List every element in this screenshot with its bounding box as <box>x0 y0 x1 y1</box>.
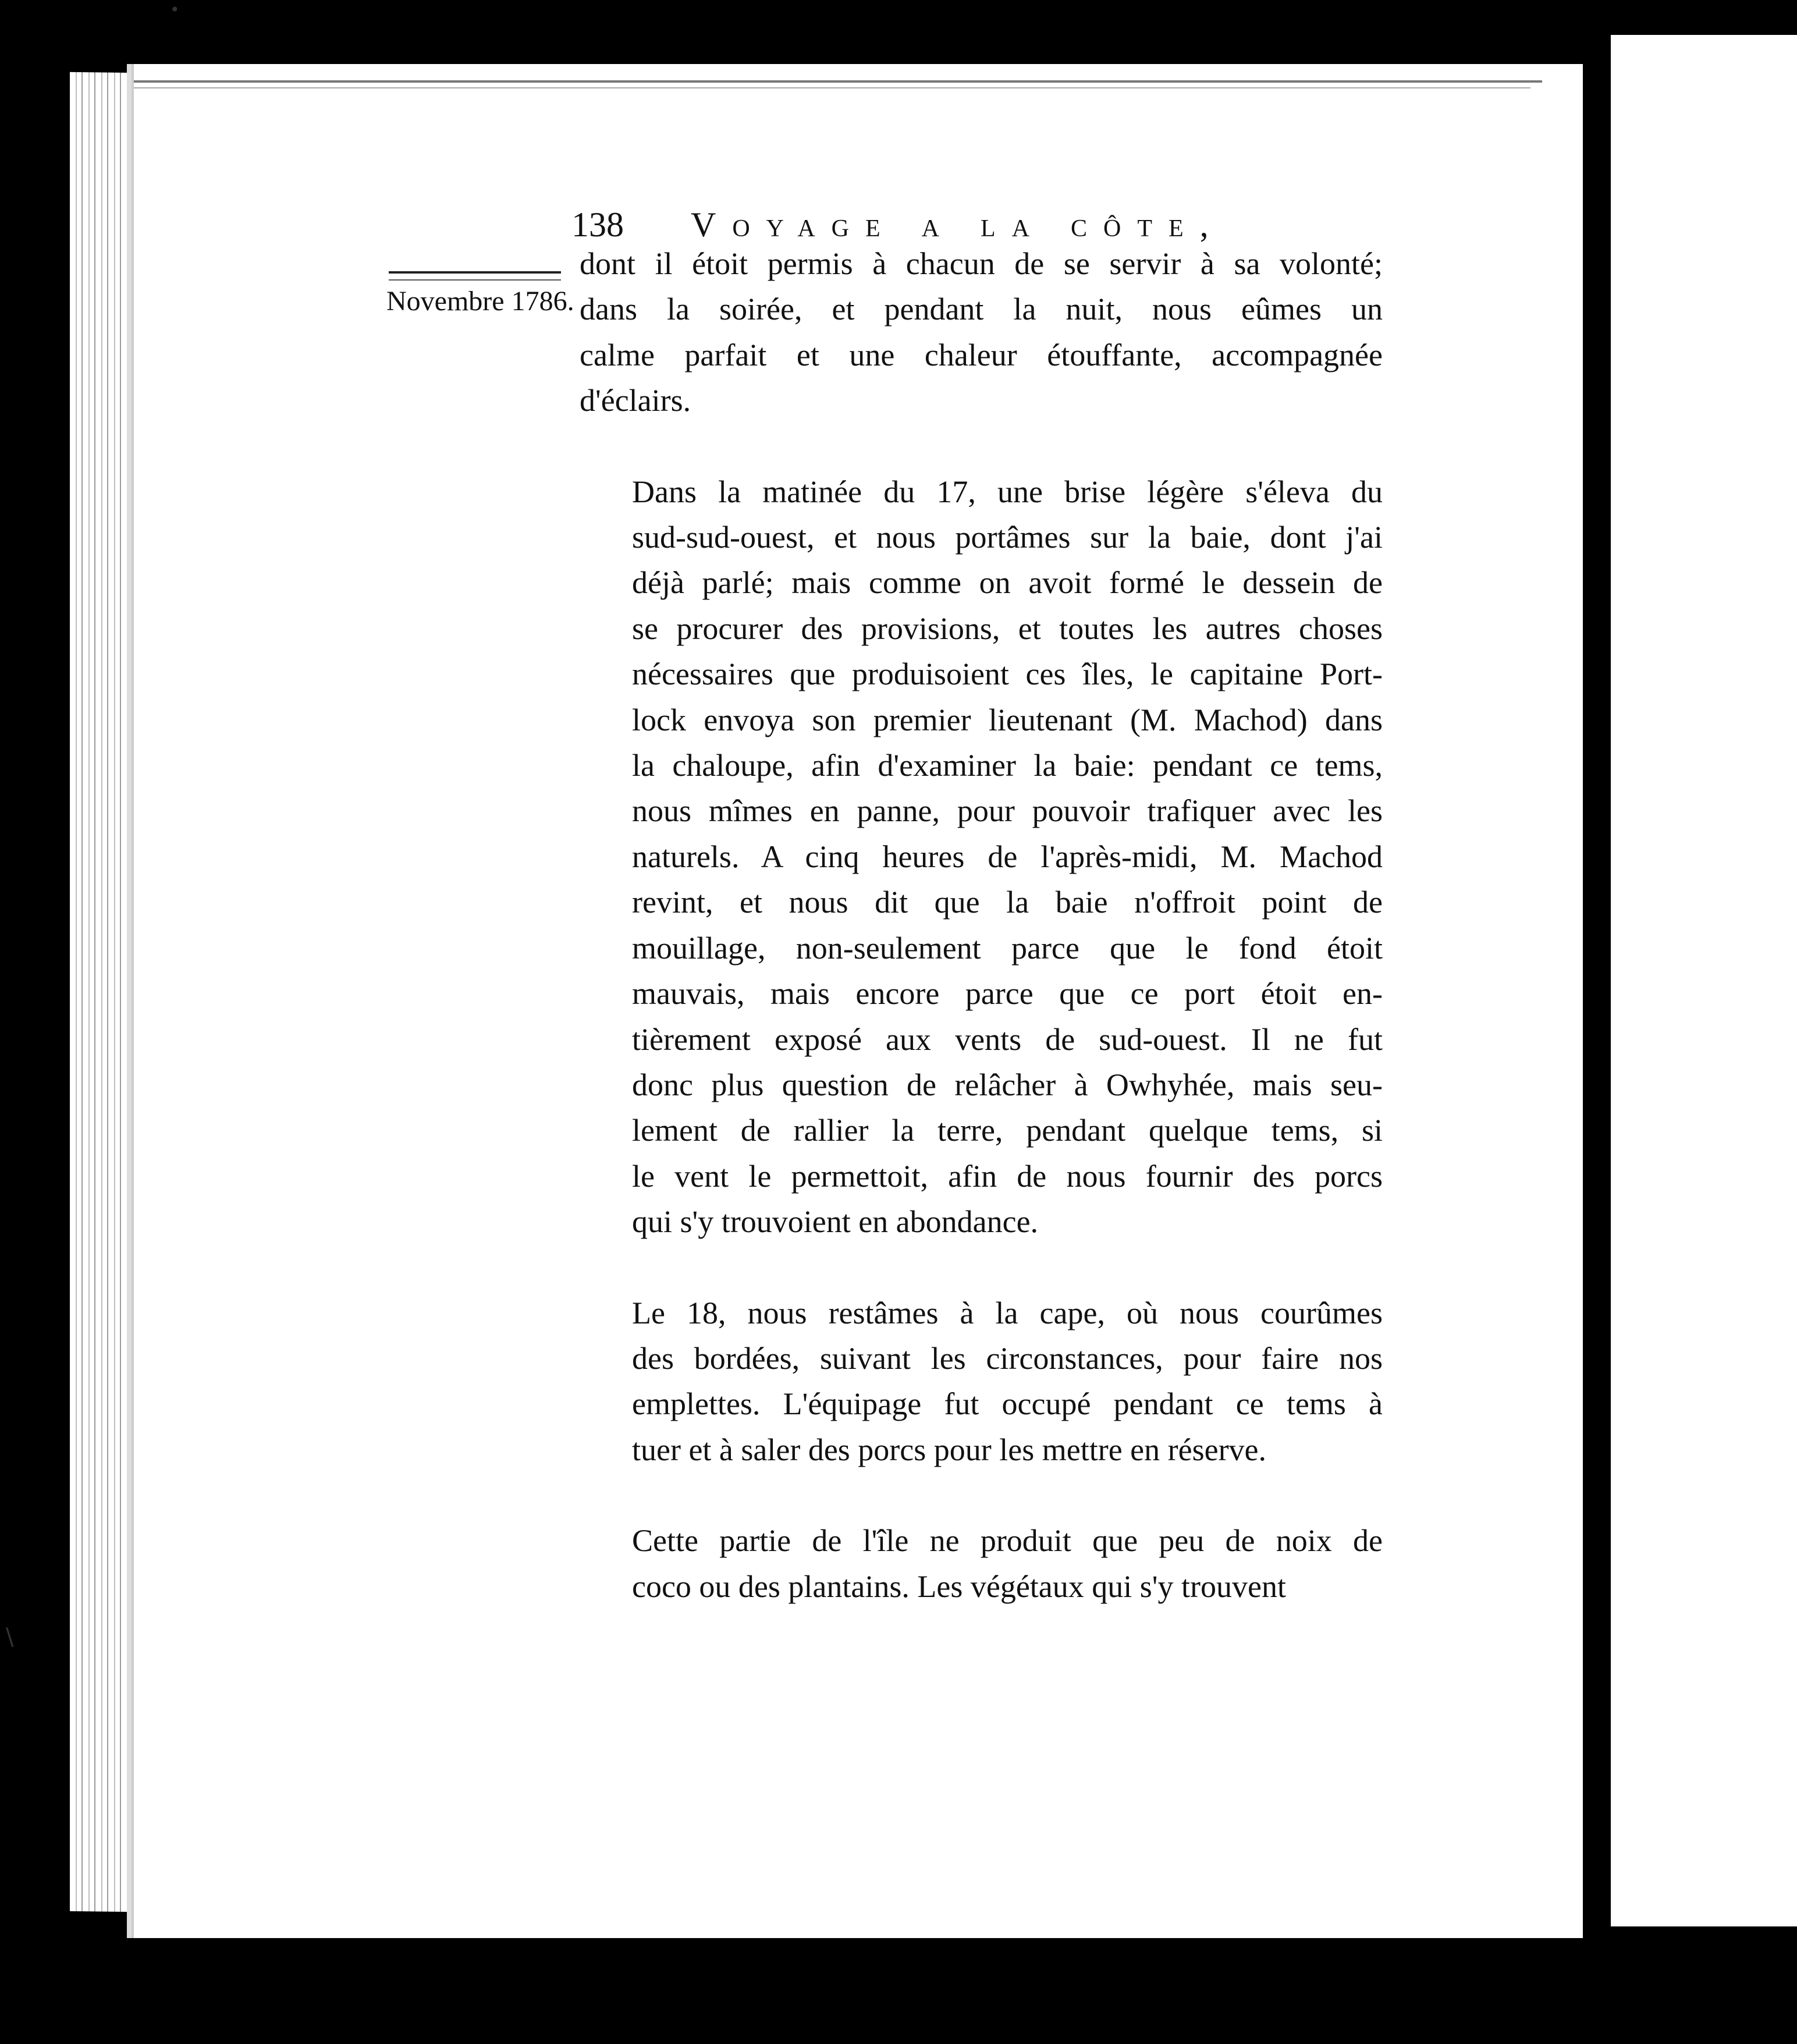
paragraph-2 <box>580 469 1383 1245</box>
text-line: dans la soirée, et pendant la nuit, nous eûmes un <box>580 292 1383 327</box>
text-line: tièrement exposé aux vents de sud-ouest. Il ne fut <box>632 1021 1383 1057</box>
text-line: nous mîmes en panne, pour pouvoir trafiquer avec les <box>632 793 1383 829</box>
page-top-edge-secondary <box>134 87 1530 88</box>
scan-artifact-dot: • <box>170 0 180 19</box>
paragraph-3 <box>580 1290 1383 1473</box>
text-line: emplettes. L'équipage fut occupé pendant ce tems à <box>632 1386 1383 1422</box>
body-text <box>580 241 1383 1609</box>
text-line: Le 18, nous restâmes à la cape, où nous courûmes <box>632 1295 1383 1330</box>
text-line: coco ou des plantains. Les végétaux qui s'y trouvent <box>632 1569 1286 1604</box>
text-line: donc plus question de relâcher à Owhyhée, mais seu- <box>632 1067 1383 1102</box>
text-line: des bordées, suivant les circonstances, pour faire nos <box>632 1340 1383 1376</box>
running-header <box>571 205 1225 245</box>
text-line: la chaloupe, afin d'examiner la baie: pendant ce tems, <box>632 748 1383 783</box>
margin-note-date: Novembre 1786. <box>386 286 574 317</box>
text-line: se procurer des provisions, et toutes les autres choses <box>632 611 1383 646</box>
running-title: Voyage a la côte, <box>691 205 1225 244</box>
text-line: lement de rallier la terre, pendant quelque tems, si <box>632 1113 1383 1148</box>
facing-page <box>1611 35 1797 1926</box>
text-line: Cette partie de l'île ne produit que peu de noix de <box>632 1523 1383 1559</box>
text-line: déjà parlé; mais comme on avoit formé le dessein de <box>632 565 1383 601</box>
page-top-edge <box>134 80 1542 83</box>
text-line: lock envoya son premier lieutenant (M. Machod) dans <box>632 702 1383 737</box>
text-line: revint, et nous dit que la baie n'offroit point de <box>632 885 1383 920</box>
page-number: 138 <box>571 205 624 244</box>
text-line: calme parfait et une chaleur étouffante, accompagnée <box>580 337 1383 372</box>
text-line: nécessaires que produisoient ces îles, le capitaine Port- <box>632 657 1383 692</box>
text-line: d'éclairs. <box>580 383 691 418</box>
text-line: dont il étoit permis à chacun de se servir à sa volonté; <box>580 246 1383 281</box>
text-line: naturels. A cinq heures de l'après-midi, M. Machod <box>632 839 1383 874</box>
text-line: le vent le permettoit, afin de nous fournir des porcs <box>632 1158 1383 1194</box>
binding-gutter <box>1583 41 1607 1961</box>
scan-artifact-mark: \ <box>6 1624 14 1651</box>
text-line: qui s'y trouvoient en abondance. <box>632 1204 1039 1240</box>
text-line: tuer et à saler des porcs pour les mettre en réserve. <box>632 1432 1267 1467</box>
text-line: mouillage, non-seulement parce que le fond étoit <box>632 930 1383 966</box>
paragraph-1 <box>580 241 1383 424</box>
text-line: sud-sud-ouest, et nous portâmes sur la baie, dont j'ai <box>632 520 1383 555</box>
paragraph-4 <box>580 1518 1383 1609</box>
text-line: Dans la matinée du 17, une brise légère s'éleva du <box>632 474 1383 509</box>
text-line: mauvais, mais encore parce que ce port étoit en- <box>632 976 1383 1012</box>
margin-rule <box>389 271 561 281</box>
